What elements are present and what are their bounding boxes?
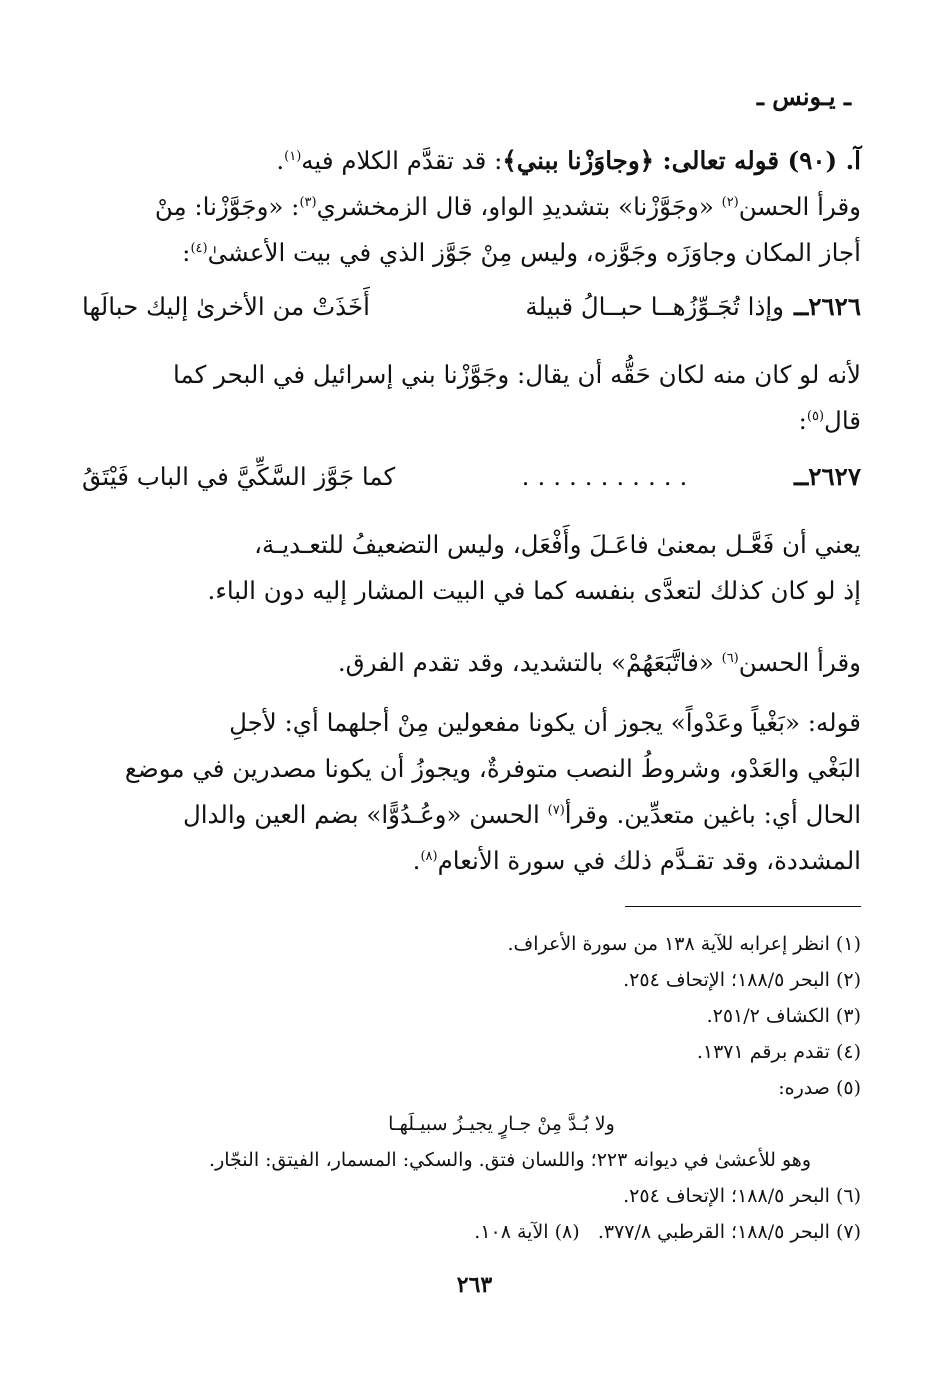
footnote-3: (٣) الكشاف ٢٥١/٢. [706,1005,861,1027]
footnote-ref: (٨) [420,848,438,864]
paragraph-1 [82,138,861,276]
text-line: الحال أي: باغين متعدِّين. وقرأ$^{(٧)}$ الحسن «وعُـدُوًّا» بضم العين والدال [182,800,861,829]
footnotes [82,926,861,1250]
footnote-5: (٥) صدره: [778,1077,861,1099]
footnote-1: (١) انظر إعرابه للآية ١٣٨ من سورة الأعراف. [507,933,861,955]
footnote-5-verse: ولا بُـدَّ مِنْ جـارٍ يجيـزُ سبيـلَهـا [388,1113,615,1135]
footnote-ref: (٦) [721,650,739,666]
footnote-7: (٧) البحر ١٨٨/٥؛ القرطبي ٣٧٧/٨. [597,1221,861,1243]
text-line: آ. (٩٠) قوله تعالى: ﴿وجاوَزْنا ببني﴾: قد تقدَّم الكلام فيه$^{(١)}$. [276,146,861,175]
footnote-7-8 [82,1214,861,1250]
footnote-ref: (٧) [547,802,565,818]
verse-hemistich-2: كما جَوَّز السَّكِّيَّ في الباب فَيْتَقُ [82,462,396,491]
footnote-4: (٤) تقدم برقم ١٣٧١. [696,1041,861,1063]
text-line: وقرأ الحسن$^{(٢)}$ «وجَوَّزْنا» بتشديدِ الواو، قال الزمخشري$^{(٣)}$: «وجَوَّزْنا: مِنْ [154,192,861,221]
verse-number: ٢٦٢٧ــ [794,462,861,491]
footnote-2: (٢) البحر ١٨٨/٥؛ الإتحاف ٢٥٤. [623,969,861,991]
verse-2627 [82,462,861,508]
paragraph-5 [82,700,861,884]
footnote-ref: (٥) [806,408,825,424]
text-line: قوله: «بَغْياً وعَدْواً» يجوز أن يكونا مفعولين مِنْ أجلهما أي: لأجلِ [229,708,861,737]
footnote-ref: (٢) [721,194,739,210]
paragraph-2 [82,352,861,444]
running-header: ـ يـونس ـ [756,82,851,111]
verse-2626 [82,292,861,338]
footnote-ref: (٣) [299,194,317,210]
page-number: ٢٦٣ [456,1272,493,1298]
text-line: المشددة، وقد تقـدَّم ذلك في سورة الأنعام$^{(٨)}$. [412,846,861,875]
paragraph-4 [82,640,861,686]
text-line: أجاز المكان وجاوَزَه وجَوَّزه، وليس مِنْ جَوَّز الذي في بيت الأعشىٰ$^{(٤)}$: [182,238,861,267]
footnote-divider [625,906,861,907]
text-line: البَغْي والعَدْو، وشروطُ النصب متوفرةٌ، ويجوزُ أن يكونا مصدرين في موضع [124,754,861,783]
verse-dots: ........... [521,462,696,491]
text-line: يعني أن فَعَّـل بمعنىٰ فاعَـلَ وأَفْعَل، وليس التضعيفُ للتعـديـة، [254,530,861,559]
footnote-ref: (١) [284,148,302,164]
footnote-6: (٦) البحر ١٨٨/٥؛ الإتحاف ٢٥٤. [623,1185,861,1207]
text-line: وقرأ الحسن$^{(٦)}$ «فاتَّبَعَهُمْ» بالتشديد، وقد تقدم الفرق. [337,648,861,677]
verse-hemistich-1: وإذا تُجَـوِّزُهــا حبــالُ قبيلة [525,292,784,321]
verse-hemistich-2: أَخَذَتْ من الأخرىٰ إليك حبالَها [82,292,370,321]
footnote-8: (٨) الآية ١٠٨. [474,1221,580,1243]
verse-number: ٢٦٢٦ــ [794,292,861,321]
paragraph-3 [82,522,861,614]
text-line: إذ لو كان كذلك لتعدَّى بنفسه كما في البيت المشار إليه دون الباء. [207,576,861,605]
footnote-5-note: وهو للأعشىٰ في ديوانه ٢٢٣؛ واللسان فتق. والسكي: المسمار، الفيتق: النجّار. [209,1149,811,1171]
text-line: قال$^{(٥)}$: [798,406,861,435]
footnote-ref: (٤) [190,240,208,256]
text-line: لأنه لو كان منه لكان حَقُّه أن يقال: وجَوَّزْنا بني إسرائيل في البحر كما [173,360,861,389]
